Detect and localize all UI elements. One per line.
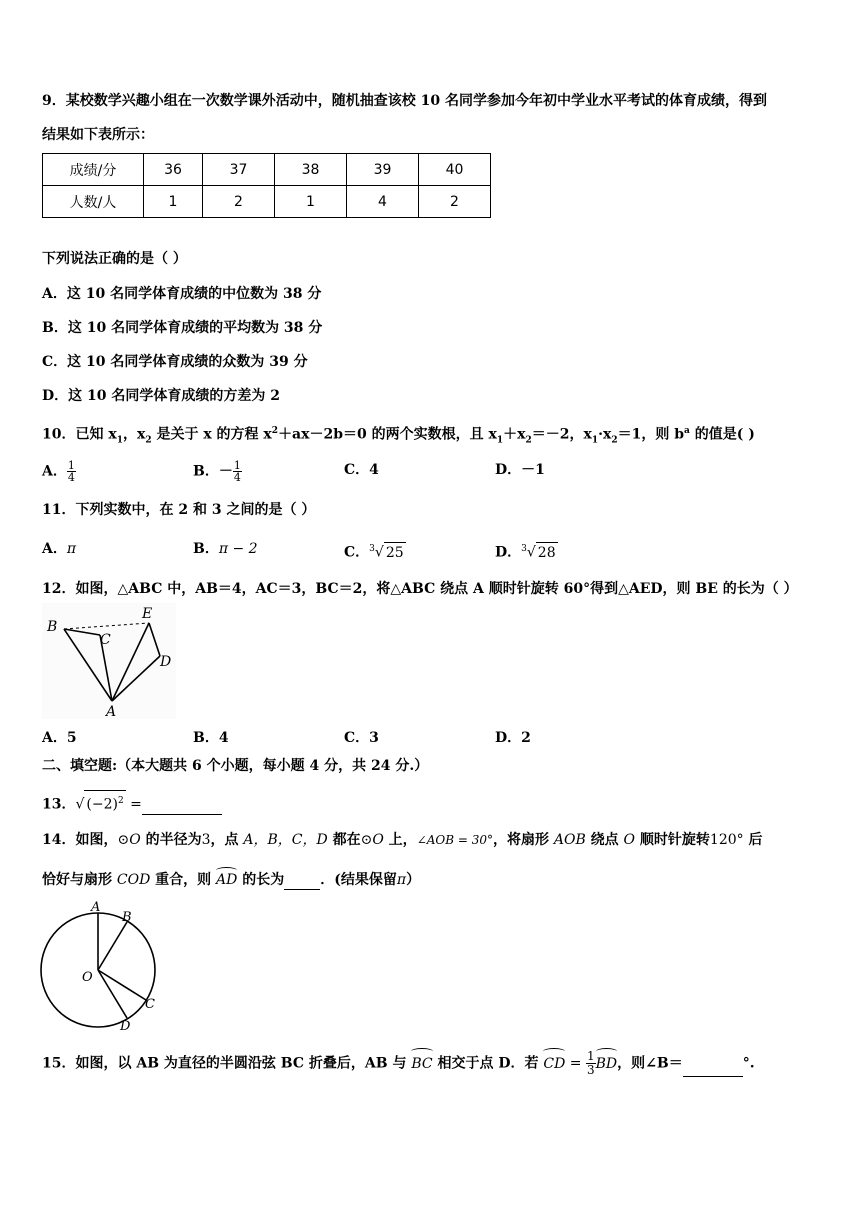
pi-symbol: π bbox=[396, 872, 407, 888]
q14-text: 14．如图， bbox=[42, 832, 118, 848]
denominator: 4 bbox=[67, 471, 75, 484]
arc-symbol: AD bbox=[216, 872, 238, 888]
q10-text: ＝1，则 b bbox=[617, 426, 685, 443]
q14-text: 绕点 bbox=[585, 832, 624, 848]
q10-text: 是关于 x 的方程 x bbox=[151, 426, 272, 443]
q15-text: ，则∠B＝ bbox=[617, 1055, 683, 1072]
label-d: D bbox=[120, 1019, 131, 1034]
option-label: C． bbox=[344, 544, 370, 561]
q9-prompt: 下列说法正确的是（ ） bbox=[42, 251, 187, 267]
triangle-rotation-figure bbox=[42, 603, 176, 719]
q10-stem bbox=[42, 421, 755, 450]
radical-sign: √ bbox=[75, 796, 85, 813]
q13-stem bbox=[42, 790, 222, 815]
radius-value: 3 bbox=[201, 832, 211, 848]
option-label: A． bbox=[42, 463, 67, 480]
q9-stem-line2: 结果如下表所示： bbox=[42, 127, 154, 143]
table-cell: 2 bbox=[203, 186, 275, 218]
q15-text: °. bbox=[742, 1055, 755, 1072]
subscript: 2 bbox=[611, 435, 618, 446]
q14-text: 上， bbox=[383, 832, 417, 848]
label-b: B bbox=[122, 910, 132, 925]
option-label: A． bbox=[42, 541, 67, 557]
q10-option-d: D．－1 bbox=[495, 462, 545, 478]
arc-symbol: CD bbox=[543, 1051, 565, 1077]
q14-stem-line2 bbox=[42, 870, 420, 890]
label-b: B bbox=[47, 619, 58, 635]
table-row bbox=[43, 154, 491, 186]
option-value: π − 2 bbox=[218, 541, 258, 557]
option-label: B．－ bbox=[193, 463, 233, 480]
radicand bbox=[84, 790, 125, 815]
radical-sign: √ bbox=[526, 544, 536, 561]
denominator: 4 bbox=[233, 471, 241, 484]
q9-option-b: B．这 10 名同学体育成绩的平均数为 38 分 bbox=[42, 320, 323, 336]
sector-name: COD bbox=[116, 872, 151, 888]
root-index: 3 bbox=[521, 544, 527, 554]
answer-blank[interactable] bbox=[683, 1060, 743, 1077]
q11-option-c bbox=[344, 539, 406, 563]
answer-blank[interactable] bbox=[284, 875, 320, 890]
q10-text: 的值是( ) bbox=[689, 426, 755, 443]
radicand: 25 bbox=[384, 542, 406, 563]
numerator: 1 bbox=[233, 459, 241, 472]
q12-option-d: D．2 bbox=[495, 730, 531, 746]
q12-option-c: C．3 bbox=[344, 730, 379, 746]
q15-stem bbox=[42, 1050, 755, 1077]
q10-option-a bbox=[42, 460, 76, 483]
radicand: 28 bbox=[536, 542, 558, 563]
exponent: 2 bbox=[117, 796, 124, 806]
q9-option-a: A．这 10 名同学体育成绩的中位数为 38 分 bbox=[42, 286, 322, 302]
q12-stem: 12．如图，△ABC 中，AB＝4，AC＝3，BC＝2，将△ABC 绕点 A 顺时针旋转 60°得到△AED，则 BE 的长为（ ） bbox=[42, 581, 798, 597]
q14-text: ，将扇形 bbox=[493, 832, 554, 848]
question-number: 13． bbox=[42, 796, 76, 813]
table-header-score: 成绩/分 bbox=[43, 154, 144, 186]
point-o: O bbox=[623, 832, 636, 848]
table-header-count: 人数/人 bbox=[43, 186, 144, 218]
q10-text: ＋x bbox=[503, 426, 526, 443]
q14-text: ．(结果保留 bbox=[320, 872, 397, 888]
label-o: O bbox=[82, 970, 93, 985]
q11-option-b bbox=[193, 539, 258, 559]
subscript: 1 bbox=[496, 435, 504, 446]
radicand-text: (−2) bbox=[86, 796, 118, 813]
q14-text: ，点 bbox=[210, 832, 244, 848]
radical-sign: √ bbox=[374, 544, 384, 561]
fraction bbox=[67, 460, 76, 483]
superscript: 2 bbox=[271, 426, 279, 436]
q9-stem-line1: 9．某校数学兴趣小组在一次数学课外活动中，随机抽查该校 10 名同学参加今年初中学业水平考试的体育成绩，得到 bbox=[42, 93, 767, 109]
subscript: 2 bbox=[525, 435, 532, 446]
q14-text: 顺时针旋转 bbox=[635, 832, 710, 848]
option-label: D． bbox=[495, 544, 522, 561]
superscript: a bbox=[684, 426, 690, 436]
q12-option-b: B．4 bbox=[193, 730, 229, 746]
table-cell: 2 bbox=[419, 186, 491, 218]
q10-text: ＋ax－2b＝0 的两个实数根，且 x bbox=[278, 426, 497, 443]
points: A，B，C，D bbox=[243, 832, 328, 848]
q9-option-c: C．这 10 名同学体育成绩的众数为 39 分 bbox=[42, 354, 308, 370]
subscript: 2 bbox=[145, 435, 152, 446]
sector-name: AOB bbox=[553, 832, 586, 848]
table-cell: 38 bbox=[275, 154, 347, 186]
arc-symbol: BD bbox=[596, 1051, 618, 1077]
q10-text: ·x bbox=[598, 426, 612, 443]
q14-text: 后 bbox=[743, 832, 763, 848]
q10-option-c: C．4 bbox=[344, 462, 379, 478]
circle-sector-figure bbox=[36, 899, 171, 1034]
root-index: 3 bbox=[369, 544, 375, 554]
q11-option-d bbox=[495, 539, 558, 563]
table-cell: 4 bbox=[347, 186, 419, 218]
equals-sign: = bbox=[565, 1055, 586, 1072]
q14-text: 的长为 bbox=[237, 872, 285, 888]
label-a: A bbox=[106, 704, 117, 719]
q12-option-a: A．5 bbox=[42, 730, 77, 746]
q14-stem-line1 bbox=[42, 830, 763, 850]
score-table bbox=[42, 153, 491, 218]
numerator: 1 bbox=[67, 459, 75, 472]
circle-symbol: ⊙O bbox=[360, 832, 384, 848]
angle-value: ∠AOB = 30° bbox=[416, 833, 494, 847]
table-cell: 1 bbox=[275, 186, 347, 218]
q11-stem: 11．下列实数中，在 2 和 3 之间的是（ ） bbox=[42, 502, 316, 518]
option-value: π bbox=[66, 541, 77, 557]
circle-symbol: ⊙O bbox=[117, 832, 141, 848]
q15-text: 15．如图，以 AB 为直径的半圆沿弦 BC 折叠后，AB 与 bbox=[42, 1055, 412, 1072]
table-cell: 37 bbox=[203, 154, 275, 186]
q11-option-a bbox=[42, 539, 76, 559]
label-a: A bbox=[91, 900, 101, 915]
label-d: D bbox=[160, 654, 172, 670]
table-cell: 36 bbox=[144, 154, 203, 186]
table-cell: 40 bbox=[419, 154, 491, 186]
label-e: E bbox=[142, 606, 153, 622]
q14-text: 的半径为 bbox=[140, 832, 202, 848]
label-c: C bbox=[100, 632, 111, 648]
numerator: 1 bbox=[586, 1049, 595, 1063]
q14-text: 都在 bbox=[327, 832, 361, 848]
q9-option-d: D．这 10 名同学体育成绩的方差为 2 bbox=[42, 388, 280, 404]
q14-text: 恰好与扇形 bbox=[42, 872, 117, 888]
q14-text: ） bbox=[406, 872, 421, 888]
fraction bbox=[586, 1050, 596, 1077]
q15-text: 相交于点 D．若 bbox=[432, 1055, 544, 1072]
q10-text: ，x bbox=[122, 426, 146, 443]
answer-blank[interactable] bbox=[142, 798, 222, 815]
rotation-degree: 120° bbox=[709, 832, 744, 848]
fraction bbox=[233, 460, 242, 483]
subscript: 1 bbox=[116, 435, 123, 446]
option-label: B． bbox=[193, 541, 219, 557]
table-cell: 39 bbox=[347, 154, 419, 186]
label-c: C bbox=[145, 997, 155, 1012]
table-row bbox=[43, 186, 491, 218]
denominator: 3 bbox=[586, 1063, 595, 1077]
table-cell: 1 bbox=[144, 186, 203, 218]
q10-option-b bbox=[193, 460, 242, 483]
q10-text: ＝－2，x bbox=[531, 426, 592, 443]
arc-symbol: BC bbox=[411, 1051, 432, 1077]
equals-sign: = bbox=[125, 796, 142, 813]
subscript: 1 bbox=[591, 435, 599, 446]
section-heading: 二、填空题:（本大题共 6 个小题，每小题 4 分，共 24 分.） bbox=[42, 758, 429, 774]
q10-text: 10．已知 x bbox=[42, 426, 117, 443]
q14-text: 重合，则 bbox=[150, 872, 217, 888]
